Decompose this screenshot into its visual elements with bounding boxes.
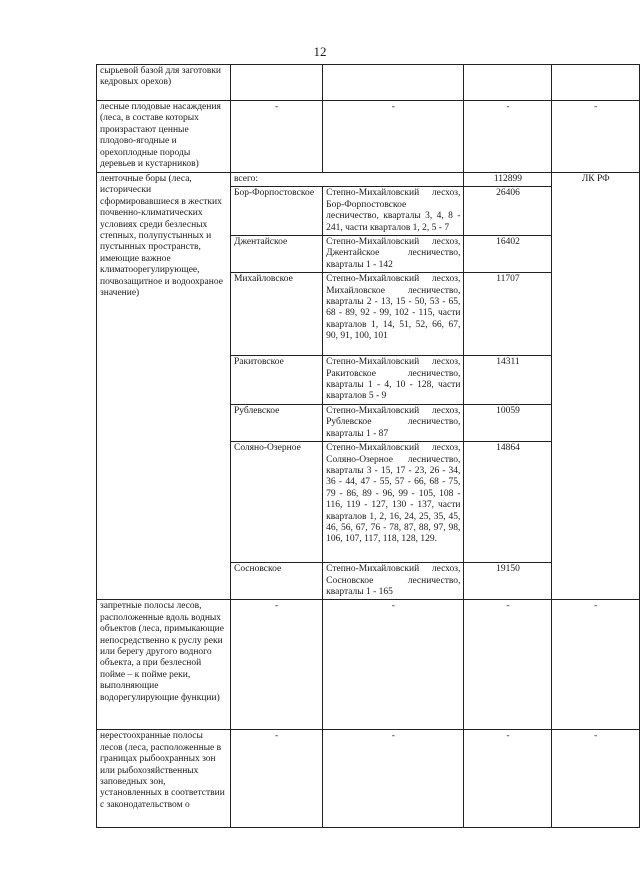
forestry-name: Рублевское xyxy=(230,404,322,441)
category-cell: ленточные боры (леса, исторически сформировавшиеся в жестких почвенно-климатических условиях среди безлесных степных, полупустынных и пустынных пространств, имеющие важное климатоорегулирующее, почвозащитное и водоохраное значение) xyxy=(97,173,231,600)
dash-cell: - xyxy=(230,101,322,173)
table-row xyxy=(97,101,640,173)
table-cell xyxy=(323,65,464,101)
forestry-area: 19150 xyxy=(464,563,552,600)
forestry-name: Соляно-Озерное xyxy=(230,442,322,563)
forestry-description: Степно-Михайловский лесхоз, Михайловское лесничество, кварталы 2 - 13, 15 - 50, 53 - 65, 68 - 89, 92 - 99, 102 - 115, части кварталов 1, 14, 51, 52, 66, 67, 90, 91, 100, 101 xyxy=(323,273,464,356)
forestry-description: Степно-Михайловский лесхоз, Ракитовское лесничество, кварталы 1 - 4, 10 - 128, части кварталов 5 - 9 xyxy=(323,356,464,405)
table-cell xyxy=(464,65,552,101)
forestry-description: Степно-Михайловский лесхоз, Рублевское лесничество, кварталы 1 - 87 xyxy=(323,404,464,441)
dash-cell: - xyxy=(464,730,552,828)
dash-cell: - xyxy=(323,730,464,828)
legal-basis: ЛК РФ xyxy=(552,173,640,600)
dash-cell: - xyxy=(464,600,552,730)
total-area: 112899 xyxy=(464,173,552,187)
forestry-area: 14311 xyxy=(464,356,552,405)
forestry-description: Степно-Михайловский лесхоз, Сосновское лесничество, кварталы 1 - 165 xyxy=(323,563,464,600)
table-row xyxy=(97,65,640,101)
table-cell xyxy=(230,65,322,101)
forestry-name: Джентайское xyxy=(230,236,322,273)
forestry-area: 11707 xyxy=(464,273,552,356)
forestry-area: 10059 xyxy=(464,404,552,441)
forestry-name: Ракитовское xyxy=(230,356,322,405)
dash-cell: - xyxy=(552,730,640,828)
category-cell: лесные плодовые насаждения (леса, в составе которых произрастают ценные плодово-ягодные и орехоплодные породы деревьев и кустарников) xyxy=(97,101,231,173)
forestry-description: Степно-Михайловский лесхоз, Соляно-Озерное лесничество, кварталы 3 - 15, 17 - 23, 26 - 34, 36 - 44, 47 - 55, 57 - 66, 68 - 75, 79 - 86, 89 - 96, 99 - 105, 108 - 116, 119 - 127, 130 - 137, части кварталов 1, 2, 16, 24, 25, 35, 45, 46, 56, 67, 76 - 78, 87, 88, 97, 98, 106, 107, 117, 118, 128, 129. xyxy=(323,442,464,563)
category-cell: нерестоохранные полосы лесов (леса, расположенные в границах рыбоохранных зон или рыбохозяйственных заповедных зон, установленных в соответствии с законодательством о xyxy=(97,730,231,828)
forestry-area: 14864 xyxy=(464,442,552,563)
forestry-name: Михайловское xyxy=(230,273,322,356)
page-number: 12 xyxy=(313,44,327,59)
forestry-name: Сосновское xyxy=(230,563,322,600)
dash-cell: - xyxy=(230,600,322,730)
category-cell: сырьевой базой для заготовки кедровых орехов) xyxy=(97,65,231,101)
total-label: всего: xyxy=(230,173,463,187)
forestry-area: 16402 xyxy=(464,236,552,273)
dash-cell: - xyxy=(464,101,552,173)
forestry-description: Степно-Михайловский лесхоз, Джентайское лесничество, кварталы 1 - 142 xyxy=(323,236,464,273)
table-cell xyxy=(552,65,640,101)
table-row xyxy=(97,730,640,828)
table-row xyxy=(97,600,640,730)
forestry-description: Степно-Михайловский лесхоз, Бор-Форпостовское лесничество, кварталы 3, 4, 8 - 241, части кварталов 1, 2, 5 - 7 xyxy=(323,187,464,236)
forestry-name: Бор-Форпостовское xyxy=(230,187,322,236)
dash-cell: - xyxy=(230,730,322,828)
dash-cell: - xyxy=(552,600,640,730)
dash-cell: - xyxy=(323,600,464,730)
table-row xyxy=(97,173,640,187)
dash-cell: - xyxy=(323,101,464,173)
forestry-area: 26406 xyxy=(464,187,552,236)
dash-cell: - xyxy=(552,101,640,173)
forest-categories-table xyxy=(96,64,640,828)
category-cell: запретные полосы лесов, расположенные вдоль водных объектов (леса, примыкающие непосредственно к руслу реки или берегу другого водного объекта, а при безлесной пойме – к пойме реки, выполняющие водорегулирующие функции) xyxy=(97,600,231,730)
